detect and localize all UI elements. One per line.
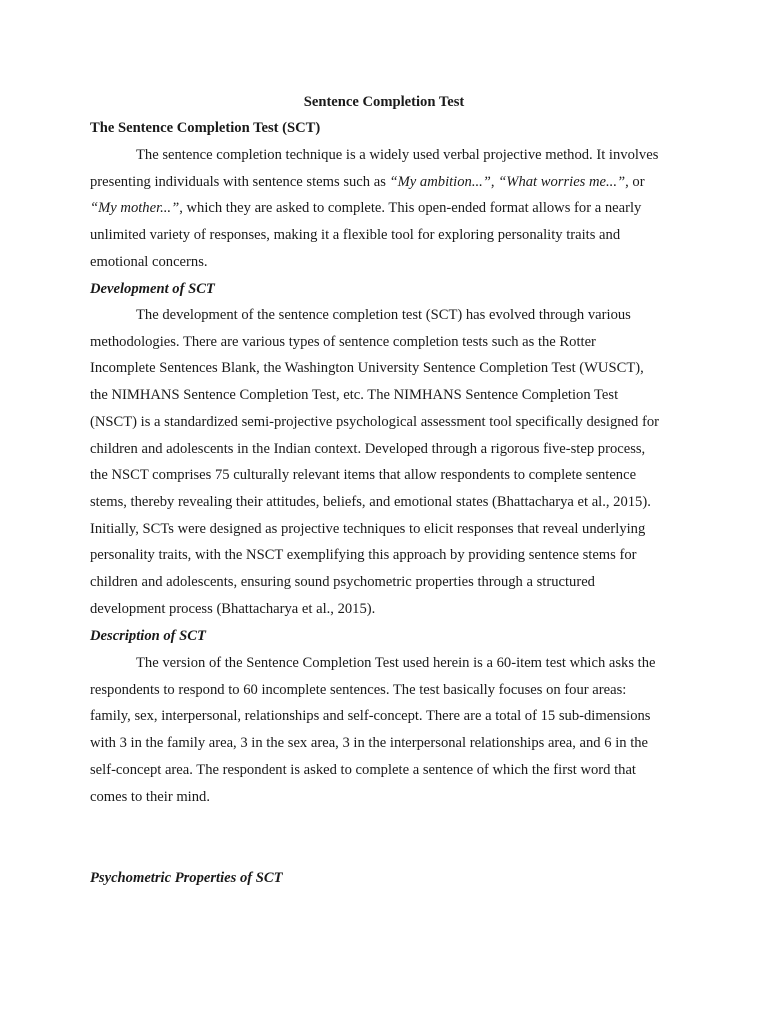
italic-quote: “What worries me...” bbox=[498, 173, 626, 190]
paragraph-line: methodologies. There are various types of sentence completion tests such as the Rotter bbox=[90, 333, 596, 350]
section-heading-sct: The Sentence Completion Test (SCT) bbox=[90, 120, 321, 136]
paragraph-line: Initially, SCTs were designed as projective techniques to elicit responses that reveal underlying bbox=[90, 520, 646, 537]
paragraph-description bbox=[90, 650, 680, 810]
paragraph-line: development process (Bhattacharya et al., 2015). bbox=[90, 600, 376, 617]
paragraph-line: children and adolescents in the Indian context. Developed through a rigorous five-step process, bbox=[90, 440, 646, 457]
paragraph-line: The sentence completion technique is a widely used verbal projective method. It involves bbox=[136, 147, 659, 163]
paragraph-sct-intro bbox=[90, 142, 680, 276]
paragraph-line: The version of the Sentence Completion Test used herein is a 60-item test which asks the bbox=[136, 655, 656, 671]
section-heading-psychometric: Psychometric Properties of SCT bbox=[90, 870, 283, 886]
italic-quote: “My mother...” bbox=[90, 200, 180, 217]
paragraph-line: The development of the sentence completion test (SCT) has evolved through various bbox=[136, 307, 631, 323]
paragraph-line: with 3 in the family area, 3 in the sex area, 3 in the interpersonal relationships area, and 6 in the bbox=[90, 735, 649, 752]
section-heading-development: Development of SCT bbox=[90, 281, 215, 297]
paragraph-line: personality traits, with the NSCT exemplifying this approach by providing sentence stems for bbox=[90, 547, 637, 564]
paragraph-line: (NSCT) is a standardized semi-projective psychological assessment tool specifically designed for bbox=[90, 413, 659, 430]
paragraph-line: stems, thereby revealing their attitudes, beliefs, and emotional states (Bhattacharya et al., 2015). bbox=[90, 493, 651, 510]
paragraph-line: the NIMHANS Sentence Completion Test, etc. The NIMHANS Sentence Completion Test bbox=[90, 387, 619, 404]
paragraph-line: respondents to respond to 60 incomplete sentences. The test basically focuses on four areas: bbox=[90, 681, 627, 698]
paragraph-line: self-concept area. The respondent is asked to complete a sentence of which the first word that bbox=[90, 761, 636, 778]
paragraph-development bbox=[90, 302, 680, 622]
paragraph-line: unlimited variety of responses, making it a flexible tool for exploring personality traits and bbox=[90, 227, 621, 244]
document-title: Sentence Completion Test bbox=[303, 94, 465, 110]
paragraph-line: Incomplete Sentences Blank, the Washington University Sentence Completion Test (WUSCT), bbox=[90, 360, 644, 377]
paragraph-line: comes to their mind. bbox=[90, 788, 210, 805]
paragraph-line: family, sex, interpersonal, relationships and self-concept. There are a total of 15 sub-dimensions bbox=[90, 708, 651, 725]
italic-quote: “My ambition...” bbox=[389, 173, 491, 190]
paragraph-line: presenting individuals with sentence stems such as “My ambition...”, “What worries me...”, or bbox=[90, 173, 645, 190]
paragraph-line: “My mother...”, which they are asked to complete. This open-ended format allows for a nearly bbox=[90, 200, 642, 217]
paragraph-line: the NSCT comprises 75 culturally relevant items that allow respondents to complete sentence bbox=[90, 467, 637, 484]
section-heading-description: Description of SCT bbox=[90, 628, 206, 644]
paragraph-line: children and adolescents, ensuring sound psychometric properties through a structured bbox=[90, 574, 595, 591]
paragraph-line: emotional concerns. bbox=[90, 253, 208, 270]
